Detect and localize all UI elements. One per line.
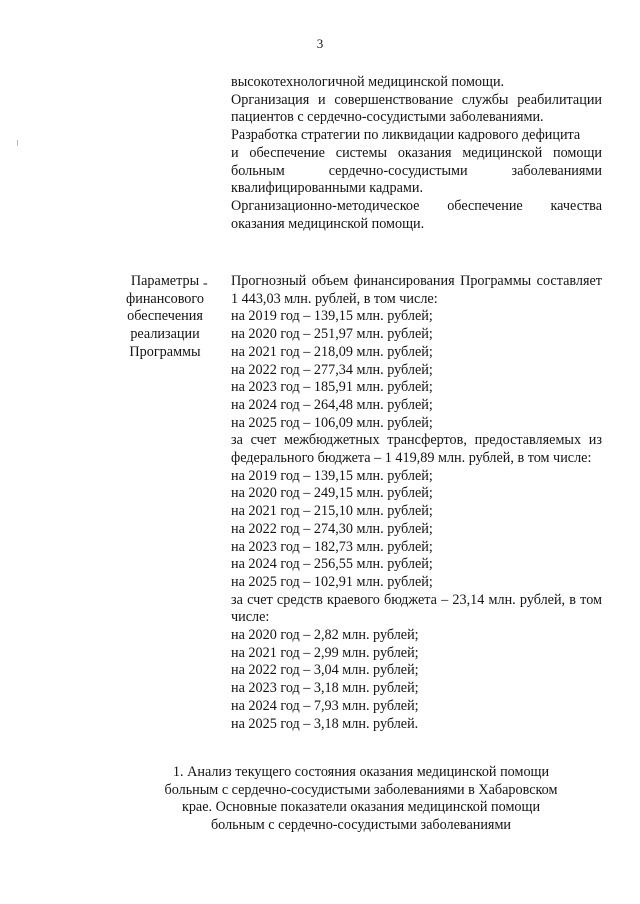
regional-year-row: на 2021 год – 2,99 млн. рублей; bbox=[231, 644, 419, 661]
section-heading bbox=[120, 764, 602, 835]
params-label-line: обеспечения bbox=[127, 308, 203, 325]
params-label-line: финансового bbox=[126, 290, 204, 307]
regional-year-row: на 2022 год – 3,04 млн. рублей; bbox=[231, 662, 419, 679]
federal-year-row: на 2023 год – 182,73 млн. рублей; bbox=[231, 538, 433, 555]
federal-year-row: на 2024 год – 256,55 млн. рублей; bbox=[231, 556, 433, 573]
section-heading-line: больным с сердечно-сосудистыми заболеваниями в Хабаровском bbox=[164, 781, 558, 798]
federal-year-row: на 2021 год – 215,10 млн. рублей; bbox=[231, 503, 433, 520]
federal-year-row: на 2022 год – 274,30 млн. рублей; bbox=[231, 520, 433, 537]
scan-mark bbox=[17, 140, 18, 146]
total-year-row: на 2022 год – 277,34 млн. рублей; bbox=[231, 361, 433, 378]
section-heading-line: крае. Основные показатели оказания медицинской помощи bbox=[181, 799, 541, 816]
goal-text: Организация и совершенствование службы реабилитации пациентов с сердечно-сосудистыми заболеваниями. bbox=[231, 91, 602, 126]
total-year-row: на 2019 год – 139,15 млн. рублей; bbox=[231, 308, 433, 325]
section-heading-line: больным с сердечно-сосудистыми заболеваниями bbox=[210, 817, 512, 834]
section-heading-line: 1. Анализ текущего состояния оказания медицинской помощи bbox=[172, 764, 550, 780]
total-year-row: на 2024 год – 264,48 млн. рублей; bbox=[231, 396, 433, 413]
goals-continuation-block bbox=[231, 74, 602, 233]
params-label-line: Параметры bbox=[130, 273, 200, 289]
params-label-line: реализации bbox=[130, 326, 200, 343]
page-number: 3 bbox=[316, 36, 324, 51]
params-label-line: Программы bbox=[129, 343, 201, 360]
goal-text: Организационно-методическое обеспечение качества оказания медицинской помощи. bbox=[231, 197, 602, 232]
regional-intro: за счет средств краевого бюджета – 23,14 млн. рублей, в том числе: bbox=[231, 591, 602, 626]
goal-text: и обеспечение системы оказания медицинской помощи больным сердечно-сосудистыми заболеваниями квалифицированными кадрами. bbox=[231, 144, 602, 197]
regional-year-row: на 2023 год – 3,18 млн. рублей; bbox=[231, 680, 419, 697]
financing-intro: Прогнозный объем финансирования Программы составляет 1 443,03 млн. рублей, в том числе: bbox=[231, 273, 602, 307]
federal-year-row: на 2025 год – 102,91 млн. рублей; bbox=[231, 573, 433, 590]
total-year-row: на 2025 год – 106,09 млн. рублей; bbox=[231, 414, 433, 431]
regional-year-row: на 2024 год – 7,93 млн. рублей; bbox=[231, 697, 419, 714]
goal-text: высокотехнологичной медицинской помощи. bbox=[231, 74, 505, 90]
total-year-row: на 2021 год – 218,09 млн. рублей; bbox=[231, 343, 433, 360]
regional-year-row: на 2020 год – 2,82 млн. рублей; bbox=[231, 627, 419, 644]
total-year-row: на 2023 год – 185,91 млн. рублей; bbox=[231, 379, 433, 396]
financing-block bbox=[231, 273, 602, 733]
label-dash: - bbox=[203, 276, 208, 291]
federal-intro: за счет межбюджетных трансфертов, предоставляемых из федерального бюджета – 1 419,89 млн. рублей, в том числе: bbox=[231, 432, 602, 467]
federal-year-row: на 2019 год – 139,15 млн. рублей; bbox=[231, 467, 433, 484]
goal-text: Разработка стратегии по ликвидации кадрового дефицита bbox=[231, 127, 581, 144]
total-year-row: на 2020 год – 251,97 млн. рублей; bbox=[231, 326, 433, 343]
params-label bbox=[120, 273, 210, 362]
federal-year-row: на 2020 год – 249,15 млн. рублей; bbox=[231, 485, 433, 502]
regional-year-row: на 2025 год – 3,18 млн. рублей. bbox=[231, 715, 419, 732]
